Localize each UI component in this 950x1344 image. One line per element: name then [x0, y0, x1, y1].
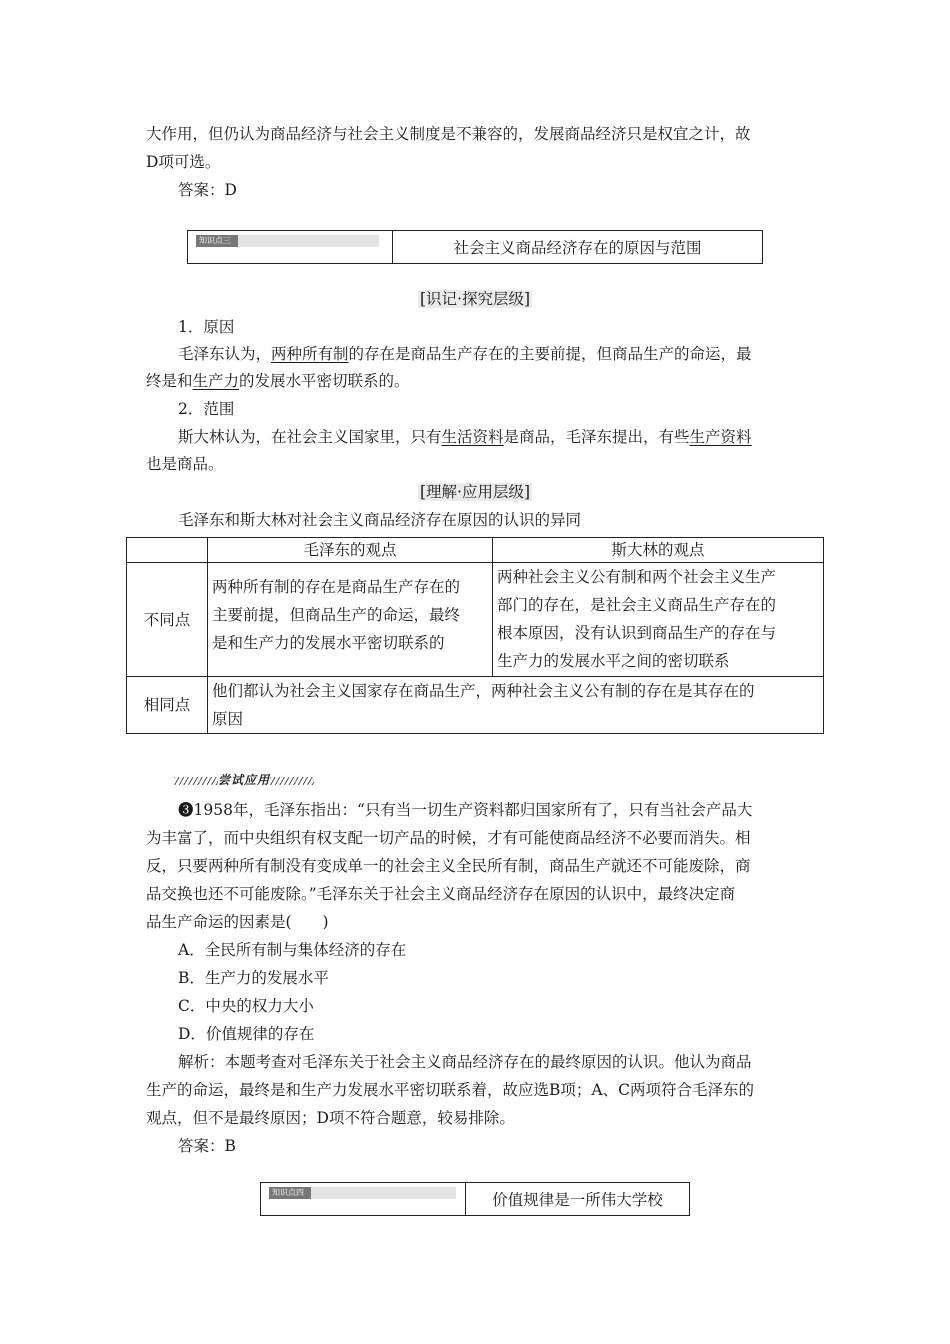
try-apply-label: 尝试应用: [174, 771, 314, 788]
question-text: 品交换也还不可能废除。”毛泽东关于社会主义商品经济存在原因的认识中，最终决定商: [146, 885, 736, 903]
comparison-table: [126, 537, 824, 734]
option-b: B．生产力的发展水平: [178, 969, 329, 987]
option-a: A．全民所有制与集体经济的存在: [178, 941, 407, 959]
text-line: 大作用，但仍认为商品经济与社会主义制度是不兼容的，发展商品经济只是权宜之计，故: [146, 125, 751, 143]
answer-text: 答案：D: [178, 181, 237, 199]
section-tag: 知识点三: [196, 235, 379, 247]
text-line: D项可选。: [146, 153, 221, 171]
section-header-3: [187, 230, 763, 264]
table-cell: 两种社会主义公有制和两个社会主义生产 部门的存在，是社会主义商品生产存在的 根本原因，没有认识到商品生产的存在与 生产力的发展水平之间的密切联系: [493, 563, 824, 677]
table-corner-cell: [127, 538, 208, 563]
table-caption: 毛泽东和斯大林对社会主义商品经济存在原因的认识的异同: [178, 511, 582, 529]
section-tag-cell: [188, 231, 393, 263]
table-cell: 两种所有制的存在是商品生产存在的 主要前提，但商品生产的命运，最终 是和生产力的发展水平密切联系的: [208, 563, 493, 677]
subheading: 1．原因: [178, 318, 235, 336]
option-d: D．价值规律的存在: [178, 1025, 315, 1043]
underlined-term: 生产资料: [689, 428, 752, 446]
section-tag-cell: [261, 1183, 466, 1215]
level-label: [识记·探究层级]: [419, 290, 531, 308]
underlined-term: 两种所有制: [271, 345, 349, 363]
question-text: 反，只要两种所有制没有变成单一的社会主义全民所有制，商品生产就还不可能废除，商: [146, 857, 751, 875]
section-tag: 知识点四: [269, 1187, 456, 1199]
section-title: 社会主义商品经济存在的原因与范围: [453, 239, 702, 257]
section-title: 价值规律是一所伟大学校: [492, 1191, 663, 1209]
column-header: 毛泽东的观点: [208, 538, 493, 563]
question-text: 为丰富了，而中央组织有权支配一切产品的时候，才有可能使商品经济不必要而消失。相: [146, 829, 751, 847]
row-header: 不同点: [127, 563, 208, 677]
table-cell: 他们都认为社会主义国家存在商品生产，两种社会主义公有制的存在是其存在的 原因: [208, 677, 824, 734]
underlined-term: 生产力: [192, 372, 240, 390]
row-header: 相同点: [127, 677, 208, 734]
column-header: 斯大林的观点: [493, 538, 824, 563]
text-line: 毛泽东认为，两种所有制的存在是商品生产存在的主要前提，但商品生产的命运，最: [178, 345, 752, 363]
table-row: [127, 677, 824, 734]
text-line: 斯大林认为，在社会主义国家里，只有生活资料是商品，毛泽东提出，有些生产资料: [178, 428, 752, 446]
question-text: ❸1958年，毛泽东指出：“只有当一切生产资料都归国家所有了，只有当社会产品大: [178, 801, 753, 819]
subheading: 2．范围: [178, 400, 235, 418]
section-header-4: [260, 1182, 690, 1216]
table-row: [127, 563, 824, 677]
analysis-text: 生产的命运，最终是和生产力发展水平密切联系着，故应选B项；A、C两项符合毛泽东的: [146, 1081, 754, 1099]
text-line: 终是和生产力的发展水平密切联系的。: [146, 372, 410, 390]
analysis-text: 观点，但不是最终原因；D项不符合题意，较易排除。: [146, 1109, 515, 1127]
level-label: [理解·应用层级]: [419, 483, 531, 501]
question-text: 品生产命运的因素是( ): [146, 913, 329, 931]
underlined-term: 生活资料: [441, 428, 504, 446]
analysis-text: 解析：本题考查对毛泽东关于社会主义商品经济存在的最终原因的认识。他认为商品: [178, 1053, 752, 1071]
option-c: C．中央的权力大小: [178, 997, 314, 1015]
text-line: 也是商品。: [146, 455, 224, 473]
table-header-row: [127, 538, 824, 563]
answer-text: 答案：B: [178, 1137, 236, 1155]
